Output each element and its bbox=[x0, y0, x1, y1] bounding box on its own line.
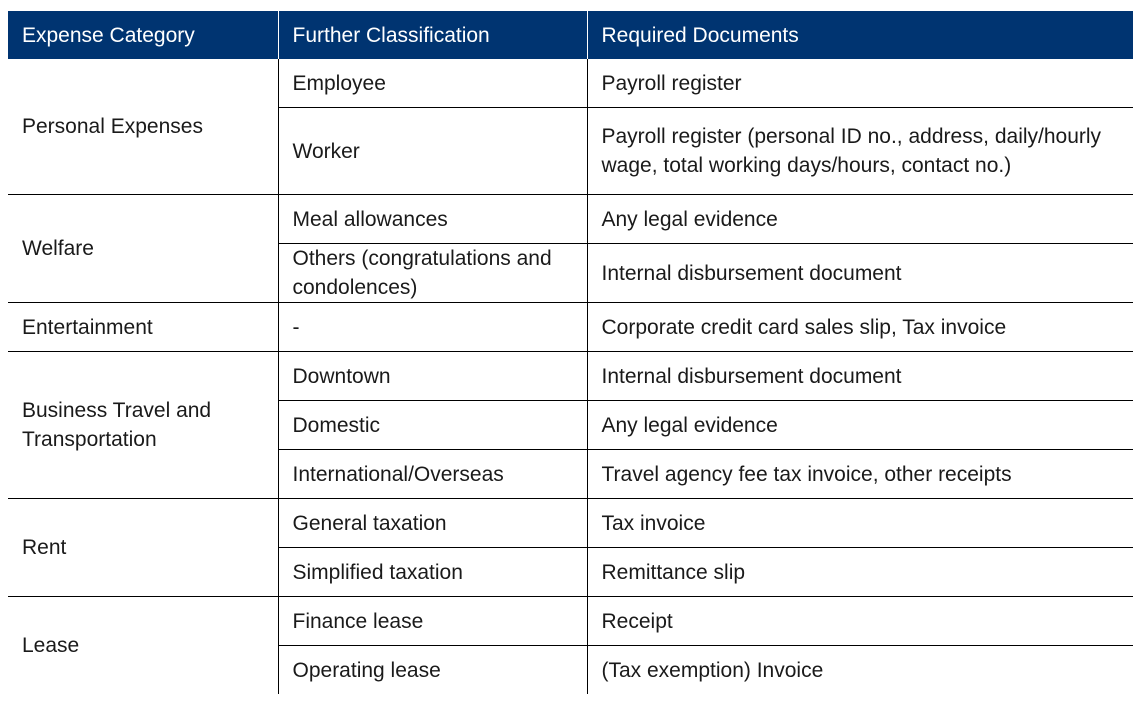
documents-cell: Any legal evidence bbox=[587, 401, 1133, 450]
table-row bbox=[8, 59, 1133, 108]
documents-cell: Internal disbursement document bbox=[587, 352, 1133, 401]
classification-cell: International/Overseas bbox=[278, 450, 587, 499]
category-cell: Personal Expenses bbox=[8, 59, 278, 195]
table-header-row bbox=[8, 11, 1133, 59]
documents-cell: (Tax exemption) Invoice bbox=[587, 646, 1133, 695]
documents-cell: Remittance slip bbox=[587, 548, 1133, 597]
documents-cell: Payroll register bbox=[587, 59, 1133, 108]
header-required-documents: Required Documents bbox=[587, 11, 1133, 59]
table-row bbox=[8, 597, 1133, 646]
classification-cell: Employee bbox=[278, 59, 587, 108]
documents-cell: Any legal evidence bbox=[587, 195, 1133, 244]
classification-cell: Meal allowances bbox=[278, 195, 587, 244]
classification-cell: Operating lease bbox=[278, 646, 587, 695]
classification-cell: General taxation bbox=[278, 499, 587, 548]
header-further-classification: Further Classification bbox=[278, 11, 587, 59]
table-row bbox=[8, 195, 1133, 244]
category-cell: Entertainment bbox=[8, 303, 278, 352]
classification-cell: Worker bbox=[278, 108, 587, 195]
classification-cell: Simplified taxation bbox=[278, 548, 587, 597]
header-expense-category: Expense Category bbox=[8, 11, 278, 59]
documents-cell: Corporate credit card sales slip, Tax invoice bbox=[587, 303, 1133, 352]
classification-cell: Domestic bbox=[278, 401, 587, 450]
expense-documents-table bbox=[8, 11, 1133, 694]
classification-cell: Finance lease bbox=[278, 597, 587, 646]
table-row bbox=[8, 303, 1133, 352]
documents-cell: Payroll register (personal ID no., address, daily/hourly wage, total working days/hours, contact no.) bbox=[587, 108, 1133, 195]
classification-cell: - bbox=[278, 303, 587, 352]
table-row bbox=[8, 352, 1133, 401]
category-cell: Rent bbox=[8, 499, 278, 597]
classification-cell: Downtown bbox=[278, 352, 587, 401]
documents-cell: Internal disbursement document bbox=[587, 244, 1133, 303]
documents-cell: Receipt bbox=[587, 597, 1133, 646]
category-cell: Business Travel and Transportation bbox=[8, 352, 278, 499]
documents-cell: Travel agency fee tax invoice, other receipts bbox=[587, 450, 1133, 499]
documents-cell: Tax invoice bbox=[587, 499, 1133, 548]
table-row bbox=[8, 499, 1133, 548]
classification-cell: Others (congratulations and condolences) bbox=[278, 244, 587, 303]
category-cell: Lease bbox=[22, 634, 80, 657]
category-cell: Welfare bbox=[8, 195, 278, 303]
